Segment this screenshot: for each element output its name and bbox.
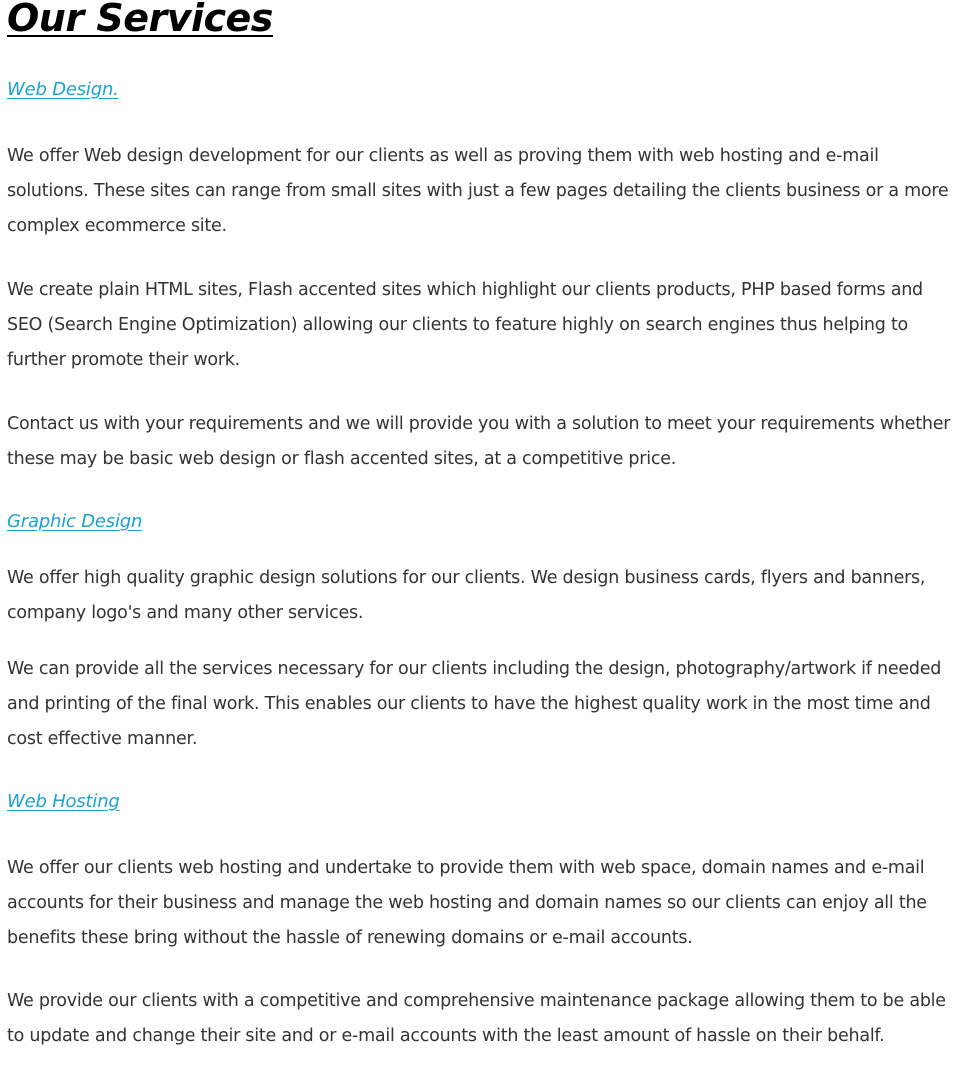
page-title: Our Services: [7, 0, 273, 40]
web-design-paragraph-1: We offer Web design development for our clients as well as proving them with web hosting and e-mail solutions. These sites can range from small sites with just a few pages detailing the clients business or a more complex ecommerce site.: [7, 146, 949, 236]
web-design-paragraph-3: Contact us with your requirements and we will provide you with a solution to meet your requirements whether these may be basic web design or flash accented sites, at a competitive price.: [7, 414, 951, 469]
web-hosting-paragraph-1: We offer our clients web hosting and undertake to provide them with web space, domain names and e-mail accounts for their business and manage the web hosting and domain names so our clients can enjoy all the benefits these bring without the hassle of renewing domains or e-mail accounts.: [7, 858, 927, 948]
graphic-design-paragraph-2: We can provide all the services necessary for our clients including the design, photography/artwork if needed and printing of the final work. This enables our clients to have the highest quality work in the most time and cost effective manner.: [7, 659, 942, 749]
graphic-design-paragraph-1: We offer high quality graphic design solutions for our clients. We design business cards, flyers and banners, company logo's and many other services.: [7, 568, 926, 623]
graphic-design-heading-link[interactable]: Graphic Design: [7, 511, 143, 532]
web-design-heading-link[interactable]: Web Design.: [7, 79, 119, 100]
web-hosting-paragraph-2: We provide our clients with a competitive and comprehensive maintenance package allowing them to be able to update and change their site and or e-mail accounts with the least amount of hassle on their behalf.: [7, 991, 946, 1046]
web-design-paragraph-2: We create plain HTML sites, Flash accented sites which highlight our clients products, PHP based forms and SEO (Search Engine Optimization) allowing our clients to feature highly on search engines thus helping to further promote their work.: [7, 280, 923, 370]
web-hosting-heading-link[interactable]: Web Hosting: [7, 791, 120, 812]
